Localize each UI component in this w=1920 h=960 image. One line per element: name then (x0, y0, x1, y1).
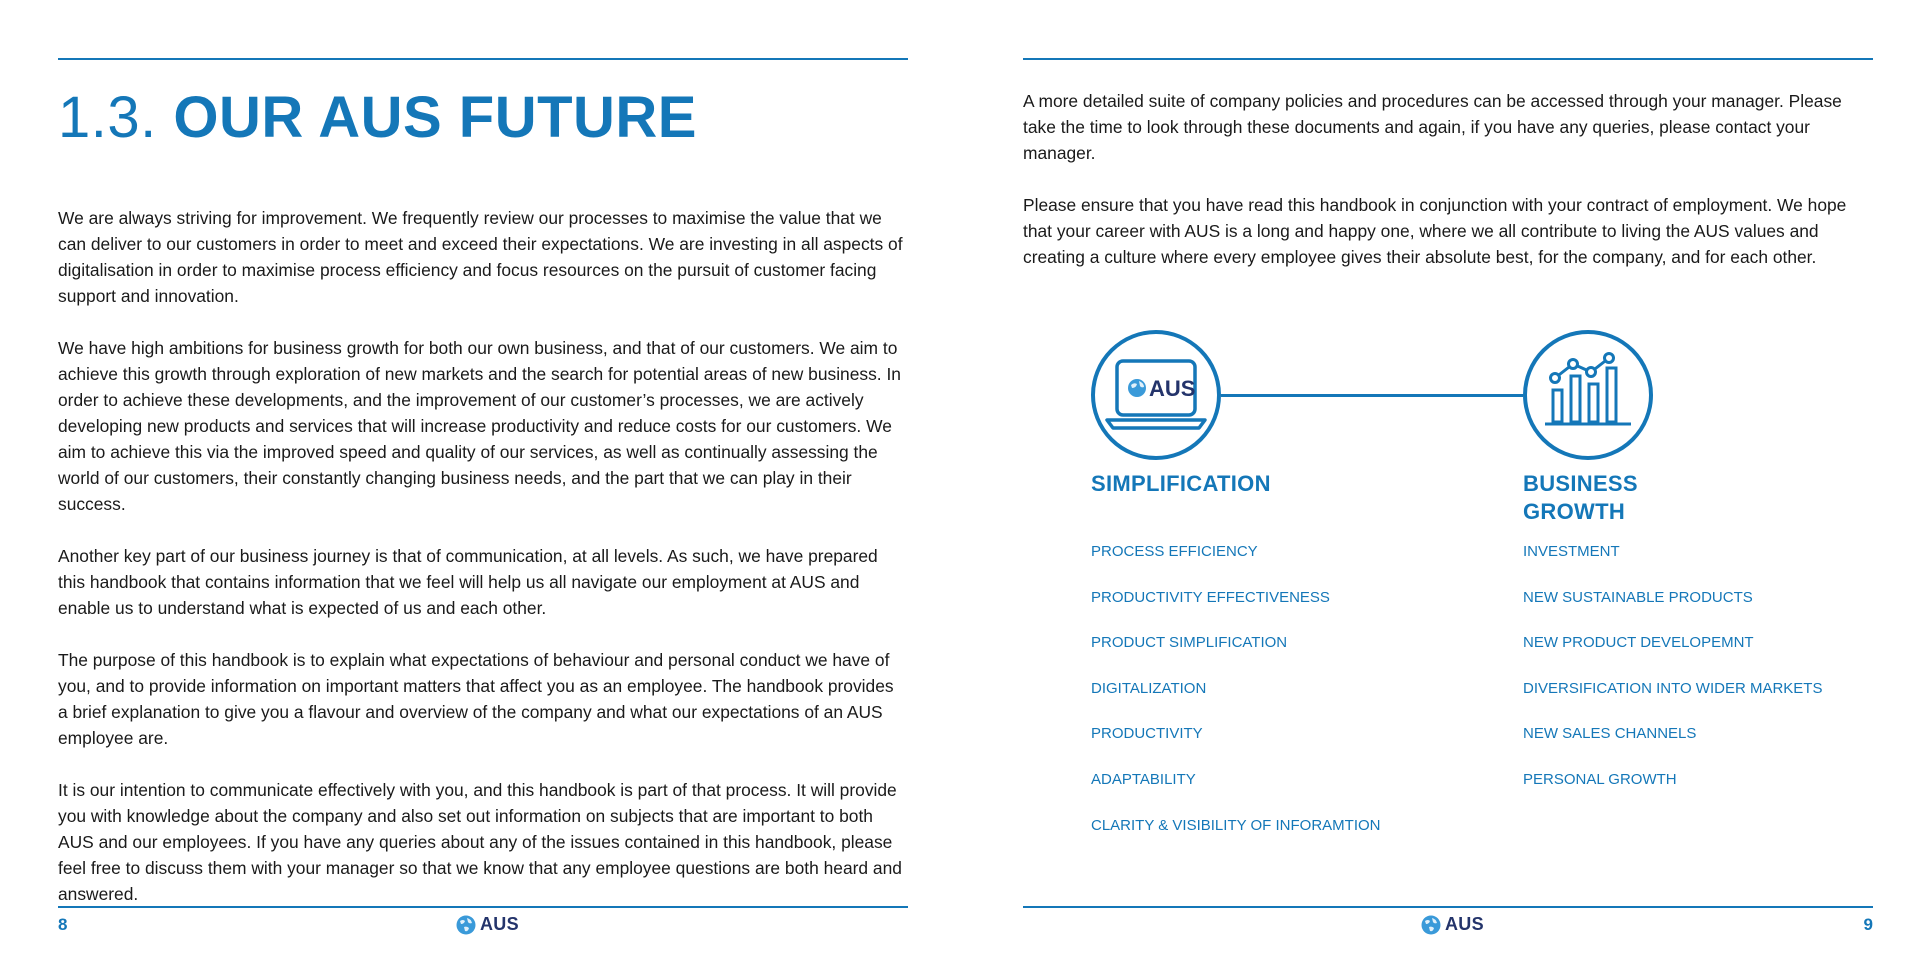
paragraph: We have high ambitions for business growth for both our own business, and that of our customers. We aim to achieve this growth through exploration of new markets and the search for potential areas of new business. In order to achieve these developments, and the improvement of our customer’s processes, we are actively developing new products and services that will increase productivity and reduce costs for our customers. We aim to achieve this via the improved speed and quality of our services, as well as continually assessing the world of our customers, their constantly changing business needs, and the part that we can play in their success. (58, 338, 901, 514)
paragraph: Another key part of our business journey is that of communication, at all levels. As such, we have prepared this handbook that contains information that we feel will help us all navigate our employment at AUS and enable us to understand what is expected of us and each other. (58, 546, 878, 618)
list-item: PRODUCT SIMPLIFICATION (1091, 634, 1288, 652)
page-title (58, 84, 697, 151)
business-growth-list (1523, 542, 1822, 816)
list-item: PERSONAL GROWTH (1523, 770, 1677, 788)
values-diagram (1023, 330, 1873, 850)
paragraph: It is our intention to communicate effectively with you, and this handbook is part of that process. It will provide you with knowledge about the company and also set out information on subjects that are important to both AUS and our employees. If you have any queries about any of the issues contained in this handbook, please feel free to discuss them with your manager so that we know that any employee questions are both heard and answered. (58, 780, 902, 904)
logo-wordmark: AUS (1445, 914, 1484, 934)
list-item: NEW SUSTAINABLE PRODUCTS (1523, 588, 1753, 606)
page-number: 9 (1863, 915, 1873, 934)
globe-icon (456, 915, 476, 935)
bottom-rule (58, 906, 908, 908)
right-page (1023, 0, 1873, 960)
section-number: 1.3. (58, 85, 157, 150)
list-item: NEW PRODUCT DEVELOPEMNT (1523, 634, 1754, 652)
list-item: ADAPTABILITY (1091, 770, 1196, 788)
list-item: CLARITY & VISIBILITY OF INFORAMTION (1091, 816, 1381, 834)
footer-logo (1421, 914, 1484, 935)
list-item: NEW SALES CHANNELS (1523, 725, 1697, 743)
page-number: 8 (58, 915, 68, 934)
paragraph: A more detailed suite of company policies and procedures can be accessed through your manager. Please take the time to look through these documents and again, if you have any queries, please contact your manager. (1023, 91, 1842, 163)
logo-wordmark: AUS (480, 914, 519, 934)
left-body-text (58, 205, 908, 933)
left-page (58, 0, 908, 960)
bar-chart-icon (1527, 334, 1649, 456)
list-item: PROCESS EFFICIENCY (1091, 543, 1258, 560)
footer-logo (456, 914, 519, 935)
list-item: PRODUCTIVITY (1091, 725, 1203, 743)
simplification-circle (1091, 330, 1221, 460)
simplification-list (1091, 542, 1381, 861)
top-rule (1023, 58, 1873, 60)
bottom-rule (1023, 906, 1873, 908)
list-item: INVESTMENT (1523, 543, 1620, 560)
paragraph: The purpose of this handbook is to explain what expectations of behaviour and personal conduct we have of you, and to provide information on important matters that affect you as an employee. The handbook provides a brief explanation to give you a flavour and overview of the company and what our expectations of an AUS employee are. (58, 650, 894, 748)
laptop-logo-text: AUS (1149, 376, 1196, 401)
simplification-heading: SIMPLIFICATION (1091, 471, 1271, 496)
top-rule (58, 58, 908, 60)
section-title: OUR AUS FUTURE (173, 85, 697, 150)
business-growth-heading: BUSINESS GROWTH (1523, 471, 1638, 524)
list-item: PRODUCTIVITY EFFECTIVENESS (1091, 588, 1330, 606)
laptop-icon (1095, 334, 1217, 456)
paragraph: We are always striving for improvement. We frequently review our processes to maximise the value that we can deliver to our customers in order to meet and exceed their expectations. We are investing in all aspects of digitalisation in order to maximise process efficiency and focus resources on the pursuit of customer facing support and innovation. (58, 208, 903, 306)
business-growth-circle (1523, 330, 1653, 460)
list-item: DIVERSIFICATION INTO WIDER MARKETS (1523, 679, 1823, 697)
list-item: DIGITALIZATION (1091, 679, 1207, 697)
globe-icon (1421, 915, 1441, 935)
right-body-text (1023, 88, 1873, 296)
paragraph: Please ensure that you have read this handbook in conjunction with your contract of employment. We hope that your career with AUS is a long and happy one, where we all contribute to living the AUS values and creating a culture where every employee gives their absolute best, for the company, and for each other. (1023, 195, 1847, 267)
connector-line (1221, 394, 1523, 397)
